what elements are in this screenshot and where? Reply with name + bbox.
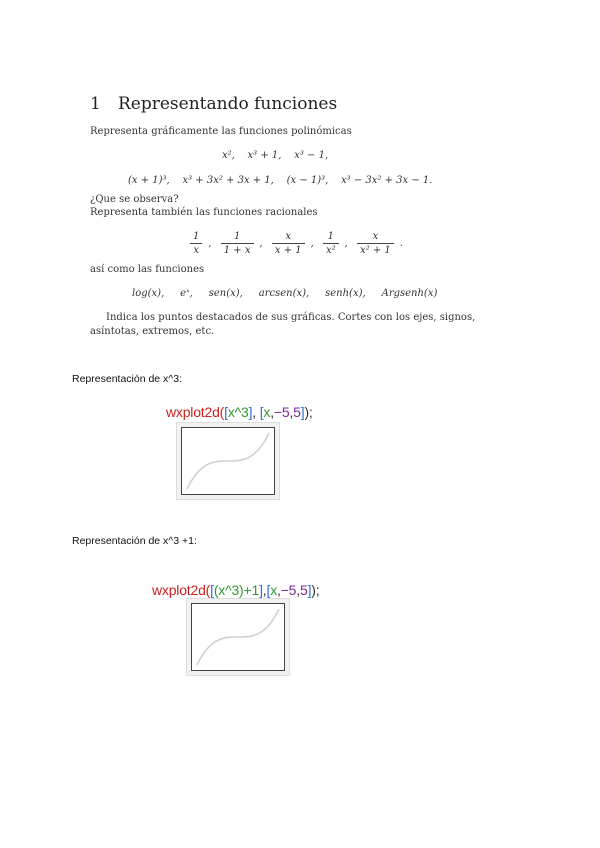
section-title: Representando funciones (118, 94, 338, 114)
instruction-line-2: asíntotas, extremos, etc. (90, 326, 215, 337)
section-number: 1 (90, 94, 101, 114)
fraction: $\frac{x}{\text{x² + 1}}$ (357, 230, 394, 257)
intro-functions: así como las funciones (90, 264, 205, 275)
rep1-command: wxplot2d([x^3], [x,−5,5]); (166, 404, 313, 420)
question-text: ¿Que se observa? (90, 194, 179, 205)
function-term: sen(x), (208, 288, 243, 299)
intro-rational: Representa también las funciones racionales (90, 207, 318, 218)
rep2-command: wxplot2d([(x^3)+1],[x,−5,5]); (152, 582, 320, 598)
polynomial-line-2 (128, 175, 432, 186)
fraction: $\frac{1}{x}$ (190, 230, 202, 257)
function-term: Argsenh(x) (381, 288, 438, 299)
function-term: eˣ, (180, 288, 193, 299)
section-heading (90, 94, 337, 114)
poly-term: (x + 1)³, (128, 175, 170, 186)
function-term: arcsen(x), (258, 288, 310, 299)
rep1-plot-frame (176, 422, 280, 500)
poly-term: x², (222, 150, 235, 161)
intro-polynomial: Representa gráficamente las funciones polinómicas (90, 126, 352, 137)
poly-term: (x − 1)³, (286, 175, 329, 186)
function-term: log(x), (132, 288, 165, 299)
rep2-plot (191, 603, 285, 671)
fraction: $\frac{1}{1 + x}$ (221, 230, 254, 257)
rep1-label: Representación de x^3: (72, 373, 182, 385)
poly-term: x³ − 1, (294, 150, 329, 161)
function-term: senh(x), (325, 288, 366, 299)
rational-functions: $\frac{1}{x}$ , $\frac{1}{1 + x}$ , $\frac{x}{x + 1}$ , $\frac{1}{\text{x²}}$ , $\frac{x}{\text{x² + 1}}$ . (184, 230, 403, 257)
fraction: $\frac{1}{\text{x²}}$ (323, 230, 339, 257)
instruction-line-1: Indica los puntos destacados de sus gráficas. Cortes con los ejes, signos, (106, 312, 476, 323)
poly-term: x³ + 3x² + 3x + 1, (182, 175, 274, 186)
rep1-plot (181, 427, 275, 495)
fraction: $\frac{x}{x + 1}$ (272, 230, 305, 257)
rep2-label: Representación de x^3 +1: (72, 535, 197, 547)
rep2-plot-frame (186, 598, 290, 676)
poly-term: x³ − 3x² + 3x − 1. (341, 175, 433, 186)
polynomial-line-1 (222, 150, 328, 161)
functions-list (132, 288, 437, 299)
poly-term: x³ + 1, (247, 150, 282, 161)
